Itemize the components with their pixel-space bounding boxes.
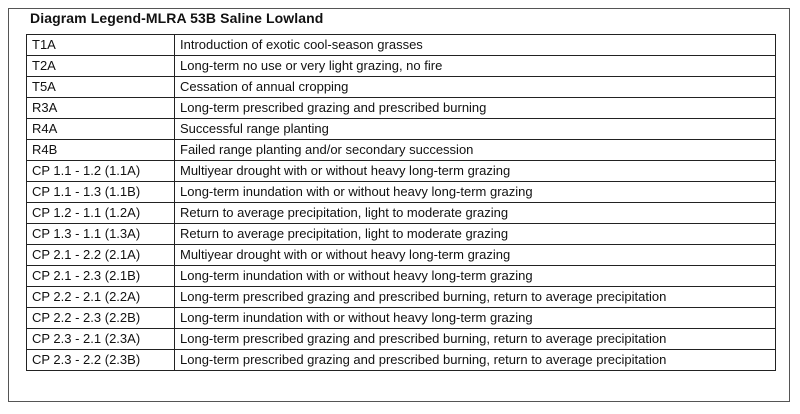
transition-description: Successful range planting xyxy=(175,119,776,140)
pathway-description: Long-term prescribed grazing and prescribed burning, return to average precipitation xyxy=(175,287,776,308)
pathway-description: Long-term inundation with or without heavy long-term grazing xyxy=(175,182,776,203)
pathway-code: CP 2.2 - 2.1 (2.2A) xyxy=(27,287,175,308)
pathway-description: Multiyear drought with or without heavy long-term grazing xyxy=(175,161,776,182)
pathway-code: CP 2.3 - 2.1 (2.3A) xyxy=(27,329,175,350)
pathway-description: Long-term prescribed grazing and prescribed burning, return to average precipitation xyxy=(175,350,776,371)
table-row xyxy=(27,182,776,203)
pathway-description: Long-term prescribed grazing and prescribed burning, return to average precipitation xyxy=(175,329,776,350)
table-row xyxy=(27,98,776,119)
table-row xyxy=(27,287,776,308)
table-row xyxy=(27,350,776,371)
pathway-code: CP 1.1 - 1.2 (1.1A) xyxy=(27,161,175,182)
transition-description: Cessation of annual cropping xyxy=(175,77,776,98)
table-row xyxy=(27,35,776,56)
pathway-description: Return to average precipitation, light to moderate grazing xyxy=(175,203,776,224)
transition-description: Introduction of exotic cool-season grasses xyxy=(175,35,776,56)
pathway-description: Return to average precipitation, light to moderate grazing xyxy=(175,224,776,245)
pathway-description: Long-term inundation with or without heavy long-term grazing xyxy=(175,266,776,287)
transition-code: T2A xyxy=(27,56,175,77)
table-row xyxy=(27,119,776,140)
pathway-code: CP 2.3 - 2.2 (2.3B) xyxy=(27,350,175,371)
pathway-code: CP 2.1 - 2.2 (2.1A) xyxy=(27,245,175,266)
pathway-description: Long-term inundation with or without heavy long-term grazing xyxy=(175,308,776,329)
transition-code: T5A xyxy=(27,77,175,98)
pathway-code: CP 2.2 - 2.3 (2.2B) xyxy=(27,308,175,329)
pathway-code: CP 1.2 - 1.1 (1.2A) xyxy=(27,203,175,224)
transition-description: Failed range planting and/or secondary succession xyxy=(175,140,776,161)
pathway-code: CP 1.3 - 1.1 (1.3A) xyxy=(27,224,175,245)
transition-code: R4B xyxy=(27,140,175,161)
pathway-code: CP 2.1 - 2.3 (2.1B) xyxy=(27,266,175,287)
table-row xyxy=(27,140,776,161)
pathway-code: CP 1.1 - 1.3 (1.1B) xyxy=(27,182,175,203)
pathway-description: Multiyear drought with or without heavy long-term grazing xyxy=(175,245,776,266)
table-row xyxy=(27,266,776,287)
transition-code: T1A xyxy=(27,35,175,56)
transition-code: R3A xyxy=(27,98,175,119)
legend-title: Diagram Legend-MLRA 53B Saline Lowland xyxy=(30,10,324,26)
table-row xyxy=(27,245,776,266)
table-row xyxy=(27,161,776,182)
table-row xyxy=(27,77,776,98)
legend-table xyxy=(26,34,776,371)
transition-code: R4A xyxy=(27,119,175,140)
table-row xyxy=(27,329,776,350)
transition-description: Long-term no use or very light grazing, no fire xyxy=(175,56,776,77)
table-row xyxy=(27,308,776,329)
table-row xyxy=(27,224,776,245)
legend-table-body xyxy=(27,35,776,371)
table-row xyxy=(27,56,776,77)
transition-description: Long-term prescribed grazing and prescribed burning xyxy=(175,98,776,119)
table-row xyxy=(27,203,776,224)
